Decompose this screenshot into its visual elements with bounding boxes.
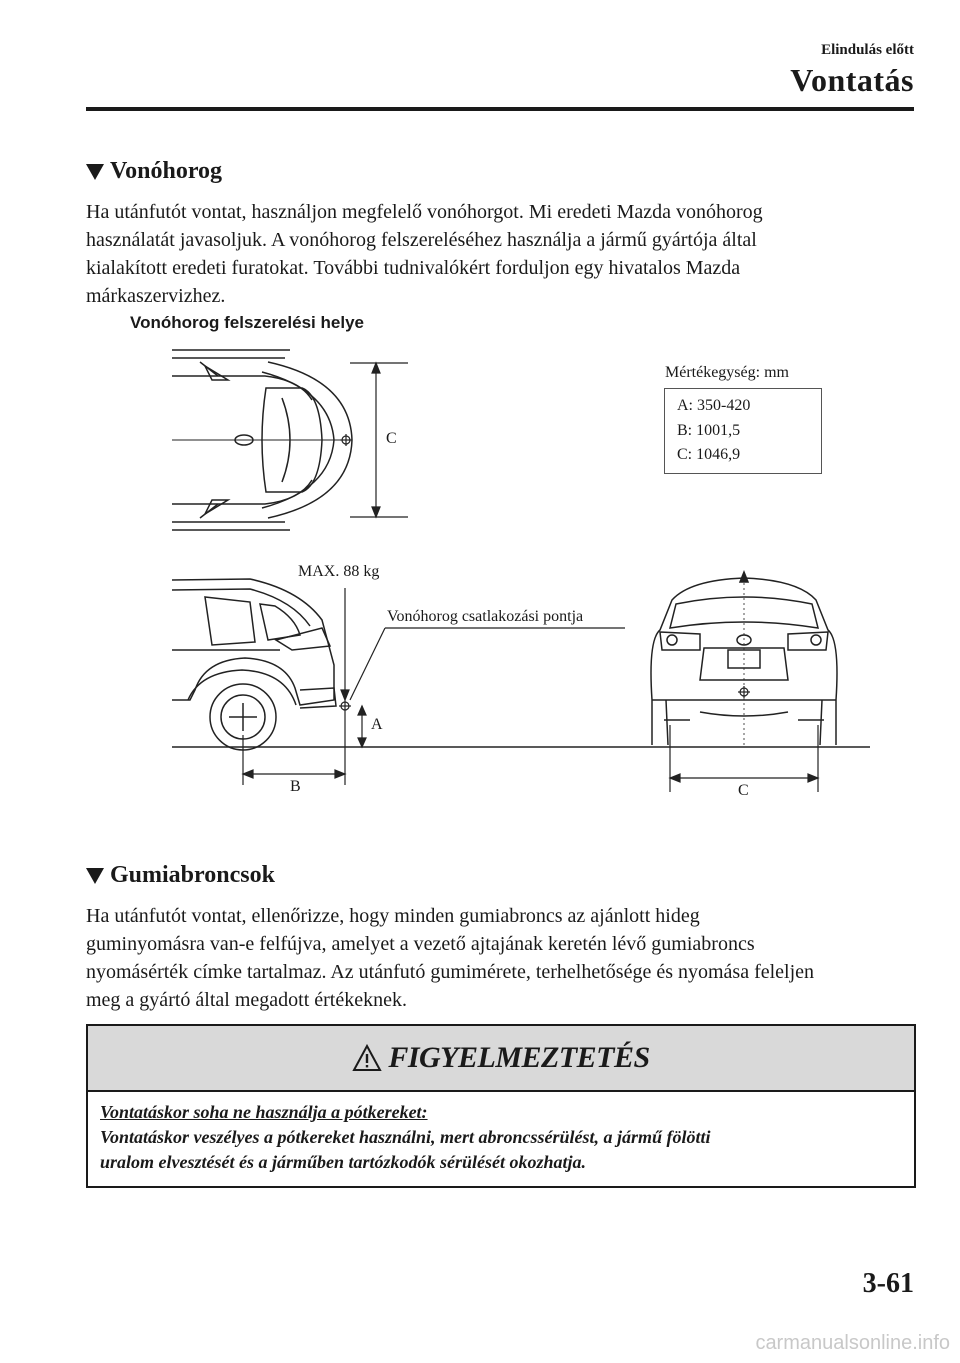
paragraph-line: guminyomásra van-e felfújva, amelyet a vezető ajtajának keretén lévő gumiabroncs <box>86 933 755 955</box>
paragraph-line: kialakított eredeti furatokat. További tudnivalókért forduljon egy hivatalos Mazda <box>86 257 741 279</box>
warning-body <box>100 1100 900 1175</box>
max-load-label: MAX. 88 kg <box>298 563 380 580</box>
warning-title: FIGYELMEZTETÉS <box>388 1041 650 1074</box>
triangle-bullet-icon <box>86 164 104 180</box>
car-side-view <box>172 579 336 750</box>
spec-box <box>664 388 822 474</box>
warning-box <box>86 1024 916 1188</box>
paragraph-line: használatát javasoljuk. A vonóhorog felszereléséhez használja a jármű gyártója által <box>86 229 757 251</box>
unit-label: Mértékegység: mm <box>665 364 789 381</box>
warning-line: Vontatáskor veszélyes a pótkereket használni, mert abroncssérülést, a jármű fölötti <box>100 1127 711 1147</box>
spec-line-b: B: 1001,5 <box>677 422 741 439</box>
warning-line: uralom elvesztését és a járműben tartózkodók sérülését okozhatja. <box>100 1152 587 1172</box>
side-hitch-marker <box>339 588 625 712</box>
paragraph-line: márkaszervizhez. <box>86 285 226 307</box>
section-heading-text: Vonóhorog <box>110 158 223 184</box>
dimension-a <box>358 706 366 747</box>
paragraph-vonohorog <box>86 198 906 310</box>
section-heading-gumiabroncsok <box>86 862 275 889</box>
figure-caption: Vonóhorog felszerelési helye <box>130 313 364 332</box>
paragraph-line: nyomásérték címke tartalmaz. Az utánfutó gumimérete, terhelhetősége és nyomása feleljen <box>86 961 815 983</box>
chapter-label: Elindulás előtt <box>821 42 914 58</box>
label-c-top: C <box>386 430 397 447</box>
page-title: Vontatás <box>790 62 914 98</box>
label-c-rear: C <box>738 782 749 799</box>
section-heading-text: Gumiabroncsok <box>110 862 275 888</box>
paragraph-line: Ha utánfutót vontat, használjon megfelelő vonóhorgot. Mi eredeti Mazda vonóhorog <box>86 201 763 223</box>
page-number: 3-61 <box>862 1268 914 1299</box>
spec-line-a: A: 350-420 <box>677 397 751 414</box>
paragraph-line: Ha utánfutót vontat, ellenőrizze, hogy minden gumiabroncs az ajánlott hideg <box>86 905 700 927</box>
header-divider <box>86 107 914 111</box>
car-rear-view <box>651 572 837 746</box>
triangle-bullet-icon <box>86 868 104 884</box>
car-top-view <box>172 350 352 530</box>
label-b: B <box>290 778 301 795</box>
label-a: A <box>371 716 383 733</box>
top-hitch-marker <box>340 434 352 446</box>
rear-hitch-marker <box>738 686 750 698</box>
spec-line-c: C: 1046,9 <box>677 446 741 463</box>
dimension-b <box>243 712 345 785</box>
paragraph-gumiabroncsok <box>86 902 906 1014</box>
warning-triangle-icon <box>352 1044 382 1072</box>
watermark: carmanualsonline.info <box>755 1332 950 1354</box>
hitch-point-label: Vonóhorog csatlakozási pontja <box>387 608 584 625</box>
paragraph-line: meg a gyártó által megadott értékeknek. <box>86 989 407 1011</box>
section-heading-vonohorog <box>86 158 222 185</box>
dimension-c-top <box>350 363 408 517</box>
warning-header <box>88 1026 914 1092</box>
warning-subtitle: Vontatáskor soha ne használja a pótkereket: <box>100 1102 428 1122</box>
